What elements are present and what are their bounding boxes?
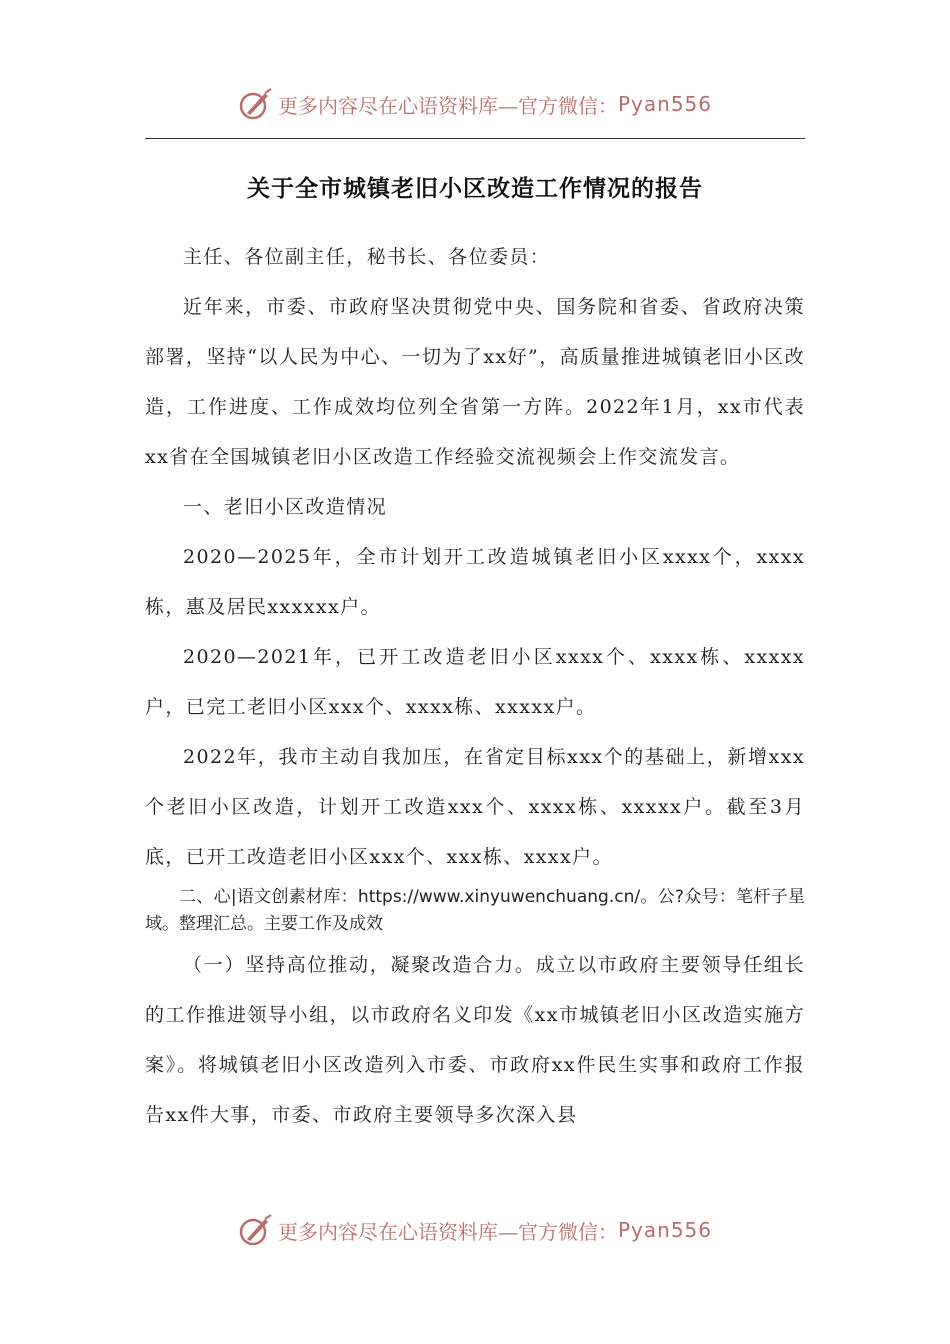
target-paragraph: 2022年，我市主动自我加压，在省定目标xxx个的基础上，新增xxx个老旧小区改造，计划开工改造xxx个、xxxx栋、xxxxx户。截至3月底，已开工改造老旧小区xxx个、xxx栋、xxxx户。 — [145, 746, 805, 868]
plan-paragraph: 2020—2025年，全市计划开工改造城镇老旧小区xxxx个，xxxx栋，惠及居民xxxxxx户。 — [145, 546, 805, 618]
footer-wechat-id: Pyan556 — [617, 1218, 712, 1242]
document-body — [145, 232, 805, 1140]
salutation: 主任、各位副主任，秘书长、各位委员： — [183, 246, 551, 268]
quill-logo-icon — [238, 1213, 272, 1247]
header-wechat-id: Pyan556 — [617, 92, 712, 116]
header-banner-text: 更多内容尽在心语资料库—官方微信： — [277, 93, 618, 118]
footer-banner — [0, 1210, 950, 1250]
measure-paragraph: （一）坚持高位推动，凝聚改造合力。成立以市政府主要领导任组长的工作推进领导小组，以市政府名义印发《xx市城镇老旧小区改造实施方案》。将城镇老旧小区改造列入市委、市政府xx件民生实事和政府工作报告xx件大事，市委、市政府主要领导多次深入县 — [145, 954, 805, 1126]
intro-paragraph: 近年来，市委、市政府坚决贯彻党中央、国务院和省委、省政府决策部署，坚持“以人民为中心、一切为了xx好”，高质量推进城镇老旧小区改造，工作进度、工作成效均位列全省第一方阵。2022年1月，xx市代表xx省在全国城镇老旧小区改造工作经验交流视频会上作交流发言。 — [145, 296, 805, 468]
header-divider — [145, 138, 805, 139]
footer-banner-text: 更多内容尽在心语资料库—官方微信： — [277, 1219, 618, 1244]
document-title: 关于全市城镇老旧小区改造工作情况的报告 — [247, 175, 703, 202]
section-heading: 一、老旧小区改造情况 — [183, 496, 388, 518]
progress-paragraph: 2020—2021年，已开工改造老旧小区xxxx个、xxxx栋、xxxxx户，已完工老旧小区xxx个、xxxx栋、xxxxx户。 — [145, 646, 805, 718]
quill-logo-icon — [238, 87, 272, 121]
header-banner — [0, 84, 950, 124]
inserted-note: 二、心|语文创素材库：https://www.xinyuwenchuang.cn/。公?众号：笔杆子星域。整理汇总。主要工作及成效 — [145, 887, 805, 934]
